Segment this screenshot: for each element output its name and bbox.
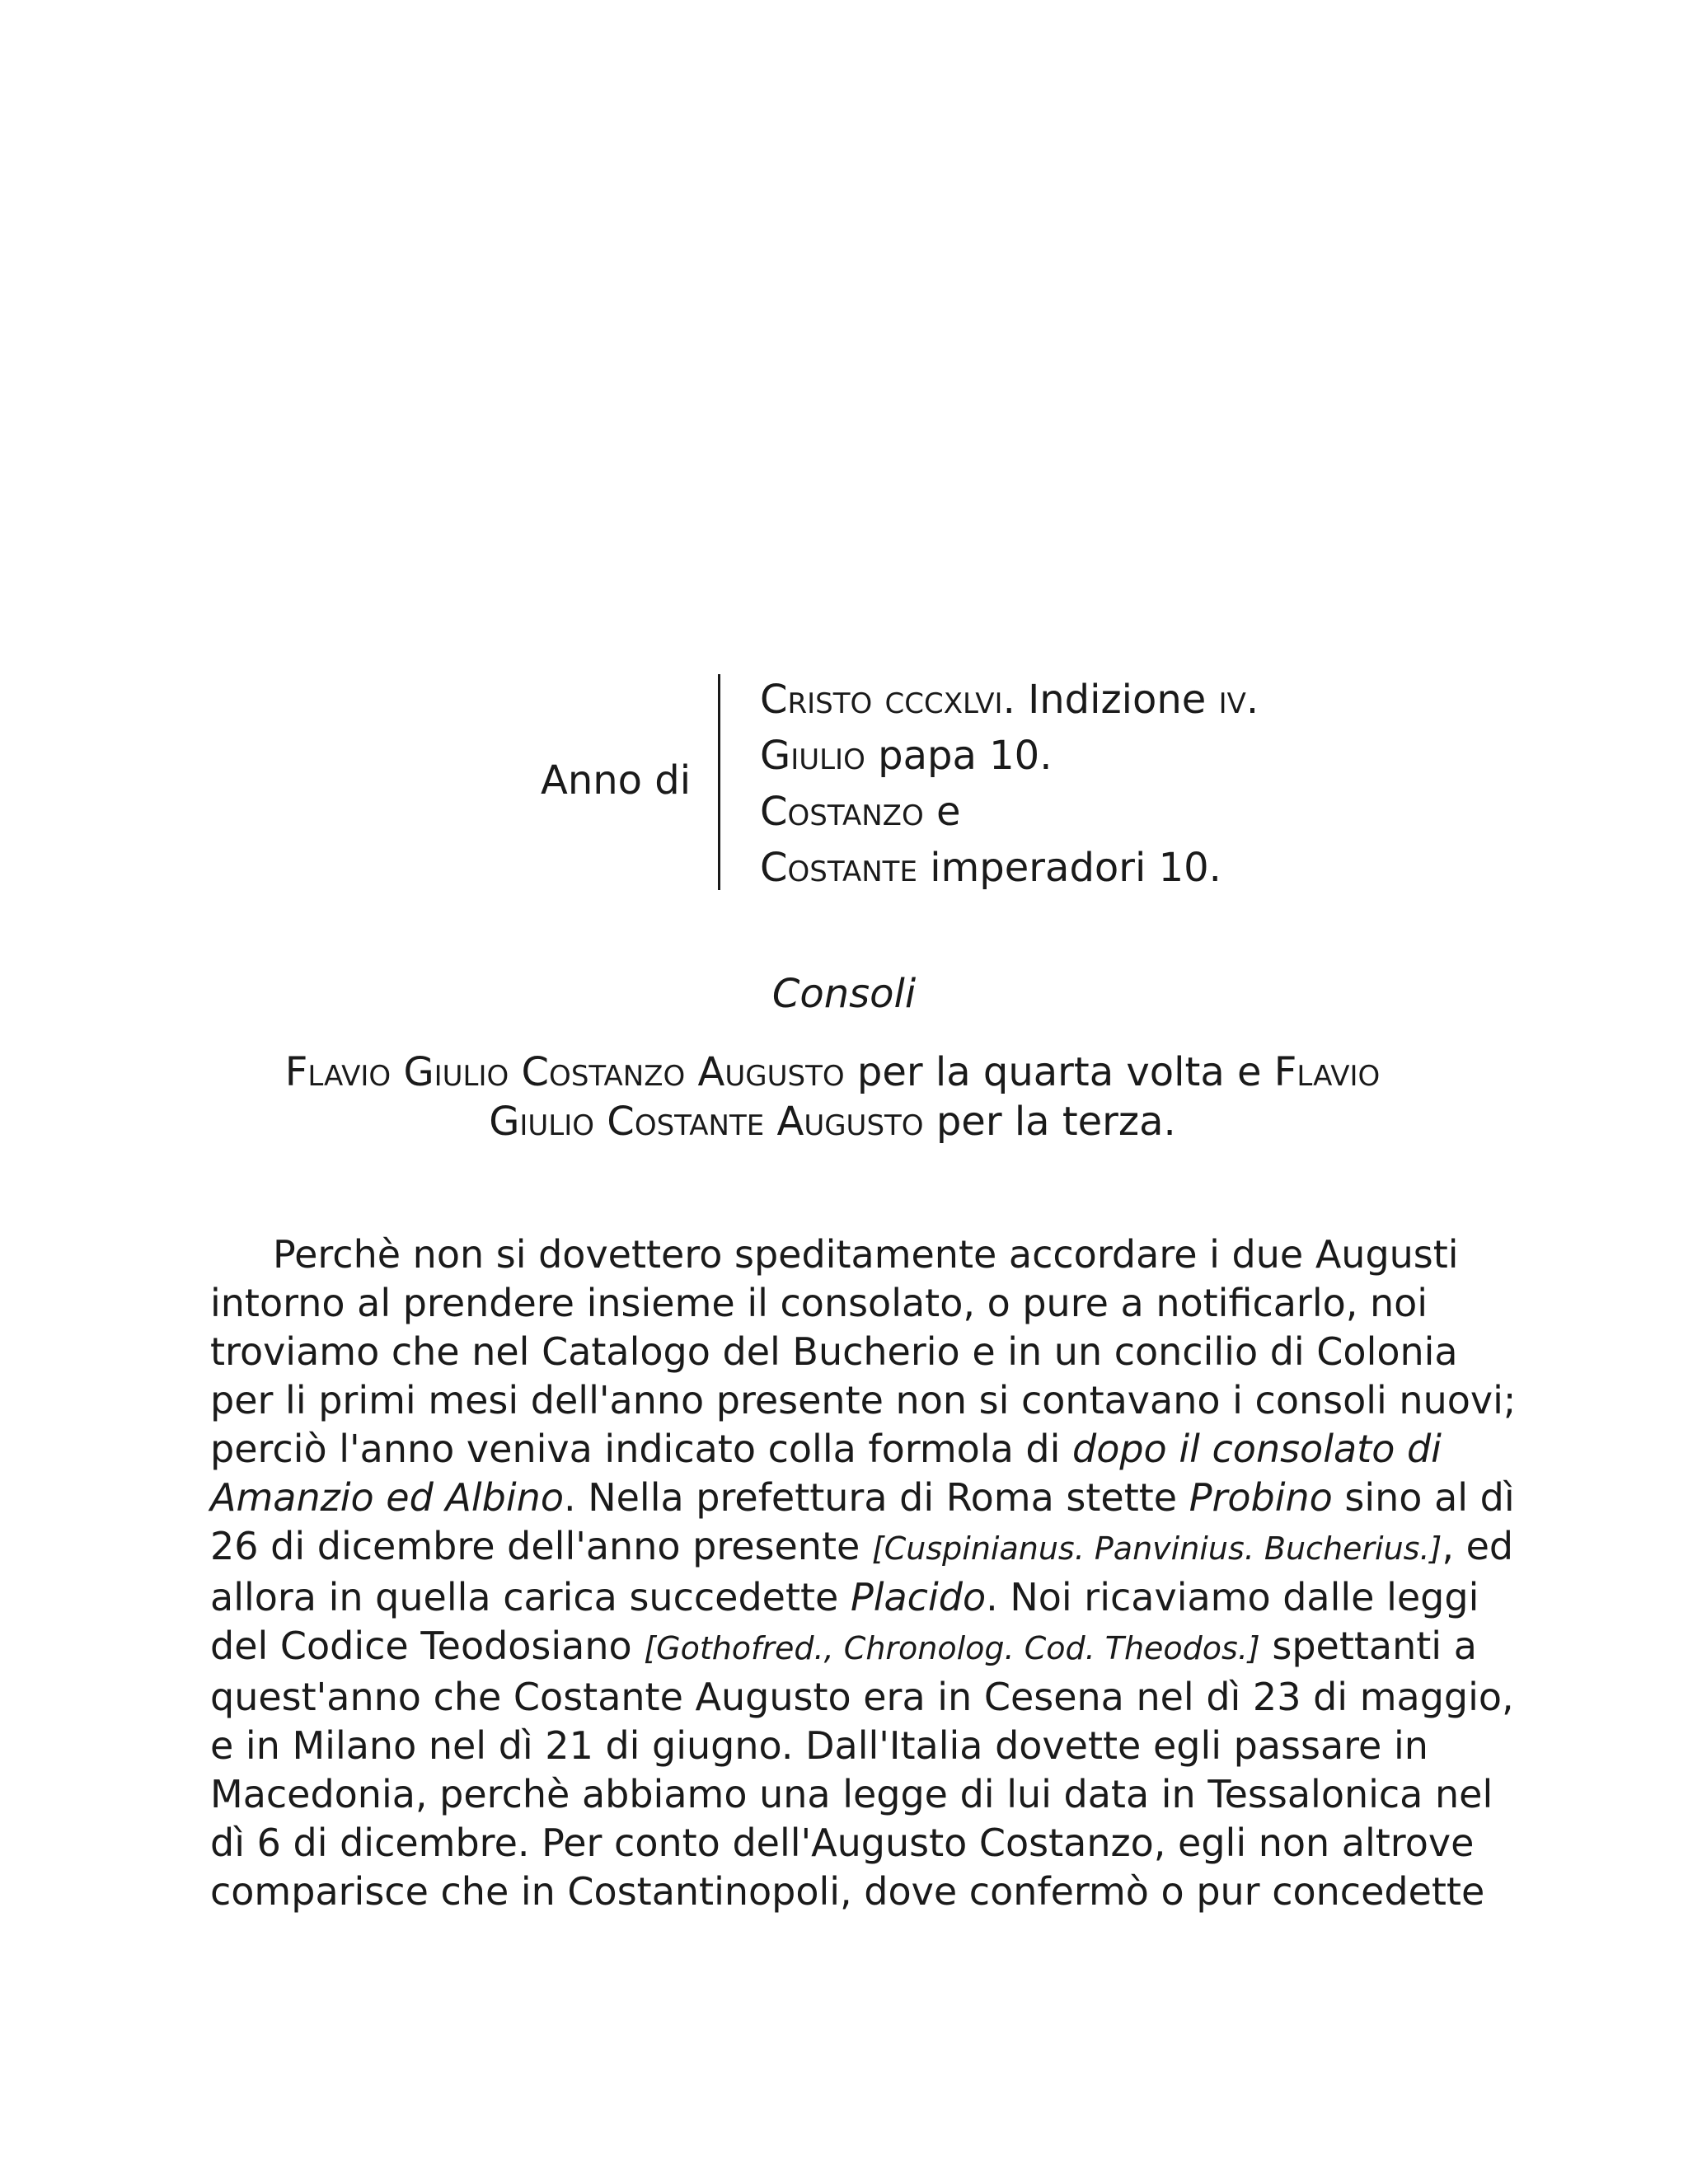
anno-line-costanzo (760, 784, 1259, 840)
text-span: . (1245, 677, 1259, 723)
text-span: perciò l'anno veniva indicato colla formola di (210, 1427, 1073, 1471)
anno-list (760, 672, 1259, 896)
citation: [Cuspinianus. Panvinius. Bucherius.] (871, 1530, 1442, 1567)
paragraph-line: Macedonia, perchè abbiamo una legge di lui data in Tessalonica nel (210, 1772, 1493, 1816)
consoli-line-1 (247, 1047, 1418, 1097)
paragraph-line: troviamo che nel Catalogo del Bucherio e in un concilio di Colonia (210, 1329, 1458, 1374)
sc-word: Flavio (1273, 1049, 1381, 1095)
paragraph-line (210, 1522, 1514, 1573)
sc-words: Giulio Costante Augusto (489, 1099, 924, 1145)
anno-label: Anno di (541, 757, 692, 804)
consoli-line-2 (247, 1097, 1418, 1146)
italic-span: Placido (850, 1575, 987, 1619)
anno-line-giulio (760, 728, 1259, 784)
paragraph-line: Perchè non si dovettero speditamente accordare i due Augusti (273, 1232, 1459, 1277)
text-span: papa 10. (865, 733, 1053, 779)
sc-word: Cristo (760, 677, 873, 723)
sc-word: Costanzo (760, 789, 924, 835)
italic-span: dopo il consolato di (1072, 1427, 1442, 1471)
citation: [Gothofred., Chronolog. Cod. Theodos.] (644, 1630, 1260, 1666)
text-span: . Indizione (1002, 677, 1219, 723)
paragraph-line: per li primi mesi dell'anno presente non si contavano i consoli nuovi; (210, 1378, 1517, 1422)
text-span: . Nella prefettura di Roma stette (563, 1475, 1189, 1520)
consoli-names (247, 1047, 1418, 1146)
anno-line-costante (760, 840, 1259, 896)
paragraph-line: dì 6 di dicembre. Per conto dell'Augusto Costanzo, egli non altrove (210, 1821, 1475, 1865)
paragraph-line: intorno al prendere insieme il consolato, o pure a notificarlo, noi (210, 1281, 1428, 1325)
paragraph-line: comparisce che in Costantinopoli, dove confermò o pur concedette (210, 1869, 1485, 1914)
italic-span: Probino (1189, 1475, 1333, 1520)
text-span: 26 di dicembre dell'anno presente (210, 1524, 872, 1568)
sc-word: iv (1218, 677, 1246, 723)
sc-words: Flavio Giulio Costanzo Augusto (284, 1049, 845, 1095)
paragraph-line (210, 1425, 1463, 1474)
consoli-heading: Consoli (771, 971, 917, 1017)
text-span: per la terza. (923, 1099, 1176, 1145)
italic-span: Amanzio ed Albino (210, 1475, 564, 1520)
text-span: allora in quella carica succedette (210, 1575, 851, 1619)
text-span: , ed (1442, 1524, 1514, 1568)
anno-divider (718, 674, 720, 890)
sc-word: cccxlvi (884, 677, 1003, 723)
sc-word: Giulio (760, 733, 865, 779)
text-span: imperadori 10. (917, 845, 1221, 891)
text-span: spettanti a (1259, 1624, 1477, 1668)
anno-line-cristo (760, 672, 1259, 728)
text-span: per la quarta volta e (844, 1049, 1274, 1095)
text-span: sino al dì (1332, 1475, 1515, 1520)
sc-word: Costante (760, 845, 917, 891)
text-span: e (923, 789, 961, 835)
text-span: del Codice Teodosiano (210, 1624, 645, 1668)
paragraph-line: quest'anno che Costante Augusto era in Cesena nel dì 23 di maggio, (210, 1675, 1514, 1719)
text-span: . Noi ricaviamo dalle leggi (986, 1575, 1479, 1619)
paragraph-line (210, 1622, 1477, 1673)
paragraph-line (210, 1573, 1479, 1622)
paragraph-line (210, 1474, 1515, 1522)
body-paragraph (210, 1230, 1517, 1916)
paragraph-line: e in Milano nel dì 21 di giugno. Dall'Italia dovette egli passare in (210, 1723, 1428, 1768)
